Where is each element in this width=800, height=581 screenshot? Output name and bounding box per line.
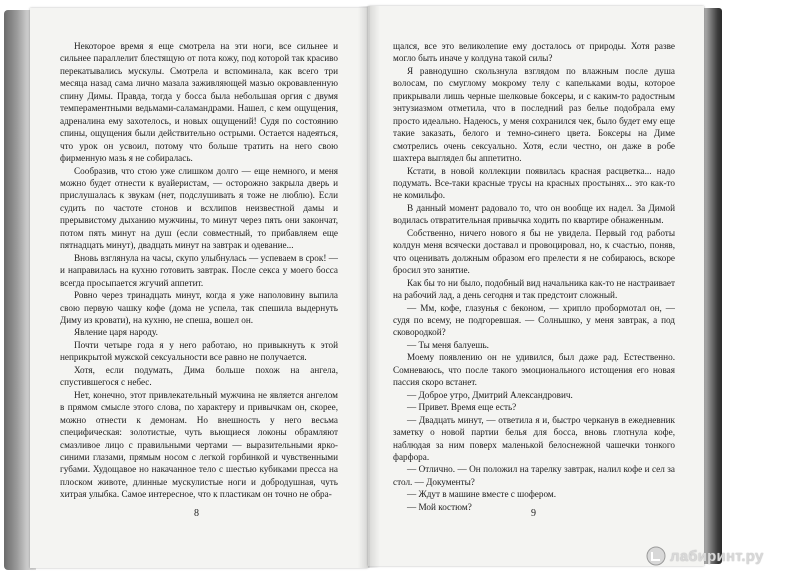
page-number-left: 8 [194, 508, 199, 519]
paragraph: Сообразив, что стою уже слишком долго — еще немного, и меня можно будет отнести к вуайеристам, — осторожно закрыла дверь и прислушалась к звукам (нет, подслушивать я тоже не люблю). Если судить по частоте стонов и всхлипов неизвестной дамы и прерывистому дыханию мужчины, то минут через пять они закончат, потом пять минут на душ (если совместный, то прибавляем еще пятнадцать минут), двадцать минут на завтрак и одевание... [60, 165, 338, 251]
paragraph: Некоторое время я еще смотрела на эти ноги, все сильнее и сильнее параллелит блестящую от пота кожу, под которой так красиво перекатывались мускулы. Смотрела и вспоминала, как всего три месяца назад сама лично мазала заживляющей мазью окровавленную спину Димы. Правда, тогда у босса была небольшая оргия с двумя темпераментными ведьмами-саламандрами. Нашел, с кем ощущения, адреналина ему захотелось, и новых ощущений! Судя по состоянию спины, ощущения были действительно острыми. Остается надеяться, что урок он усвоил, потому что больше тратить на него свою фирменную мазь я не собиралась. [60, 41, 338, 164]
paragraph: — Отлично. — Он положил на тарелку завтрак, налил кофе и сел за стол. — Документы? [393, 464, 675, 487]
paragraph: — Двадцать минут, — ответила я и, быстро черканув в ежедневник заметку о новой партии белья для босса, вновь глотнула кофе, наблюдая за ним поверх маленькой белоснежной чашечки тонкого фарфора. [393, 414, 675, 462]
paragraph: — Привет. Время еще есть? [407, 402, 517, 413]
book-gutter [358, 6, 380, 568]
paragraph: Ровно через тринадцать минут, когда я уже наполовину выпила свою первую чашку кофе (дома не успела, так спешила выдернуть Диму из кровати), на кухню, не спеша, вошел он. [60, 290, 338, 325]
paragraph: — Ждут в машине вместе с шофером. [407, 489, 557, 500]
left-page-text [60, 40, 338, 501]
paragraph: Как бы то ни было, подобный вид начальника как-то не настраивает на рабочий лад, а день сегодня и так предстоит сложный. [393, 277, 675, 301]
paragraph: — Доброе утро, Дмитрий Александрович. [407, 389, 573, 400]
paragraph: Вновь взглянула на часы, скупо улыбнулась — успеваем в срок! — и направилась на кухню готовить завтрак. После секса у моего босса всегда просыпается жгучий аппетит. [60, 252, 338, 288]
right-page-text [393, 40, 675, 513]
paragraph: Кстати, в новой коллекции появилась красная расцветка... надо подумать. Все-таки красные трусы на красных простынях... это как-то не комильфо. [393, 165, 675, 201]
paragraph: — Мм, кофе, глазунья с беконом, — хрипло пробормотал он, — судя по всему, не подгоревшая. — Солнышко, у меня завтрак, а под сковородкой? [393, 302, 675, 338]
paragraph: Моему появлению он не удивился, был даже рад. Естественно. Сомневаюсь, что после такого эмоционального истощения его новая пассия скоро встанет. [393, 352, 675, 388]
paragraph: — Ты меня балуешь. [407, 339, 489, 350]
page-number-right: 9 [531, 508, 536, 519]
paragraph: Нет, конечно, этот привлекательный мужчина не является ангелом в прямом смысле этого слова, по характеру и привычкам он, скорее, можно отнести к демонам. Но внешность у него весьма специфическая: золотистые, чуть вьющиеся локоны обрамляют смазливое лицо с правильными чертами — выразительными ярко-синими глазами, прямым носом с легкой горбинкой и чувственными губами. Худощавое но накачанное тело с шестью кубиками пресса на плоском животе, длинные мускулистые ноги и добродушная, чуть хитрая улыбка. Самое интересное, что к пластикам он точно не обра- [60, 389, 338, 500]
paragraph: Собственно, ничего нового я бы не увидела. Первый год работы колдун меня всячески доставал и провоцировал, но, к счастью, поняв, что оценивать должным образом его прелести я не собираюсь, вскоре бросил это занятие. [393, 227, 675, 276]
watermark-text: лабиринт.ру [670, 547, 764, 565]
paragraph: Почти четыре года я у него работаю, но привыкнуть к этой неприкрытой мужской сексуальности все равно не получается. [60, 339, 338, 363]
paragraph: В данный момент радовало то, что он вообще их надел. За Димой водилась отвратительная привычка ходить по квартире обнаженным. [393, 202, 675, 226]
labirint-logo-icon [646, 546, 666, 566]
paragraph: Я равнодушно скользнула взглядом по влажным после душа волосам, по смуглому мокрому телу с капельками воды, которое прикрывали лишь черные шелковые боксеры, и с каким-то радостным энтузиазмом отметила, что в последний раз белье подобрала ему просто идеально. Надеюсь, у меня сохранился чек, было будет ему еще такие заказать, белого и темно-синего цвета. Боксеры на Диме смотрелись очень сексуально. Хотя, если честно, он даже в робе шахтера выглядел бы аппетитно. [393, 65, 675, 164]
paragraph: Хотя, если подумать, Дима больше похож на ангела, спустившегося с небес. [60, 364, 338, 388]
paragraph: щался, все это великолепие ему досталось от природы. Хотя разве могло быть иначе у колдуна такой силы? [393, 41, 675, 64]
paragraph: — Мой костюм? [407, 501, 472, 512]
labirint-watermark [646, 546, 764, 566]
paragraph: Явление царя народу. [74, 327, 158, 338]
